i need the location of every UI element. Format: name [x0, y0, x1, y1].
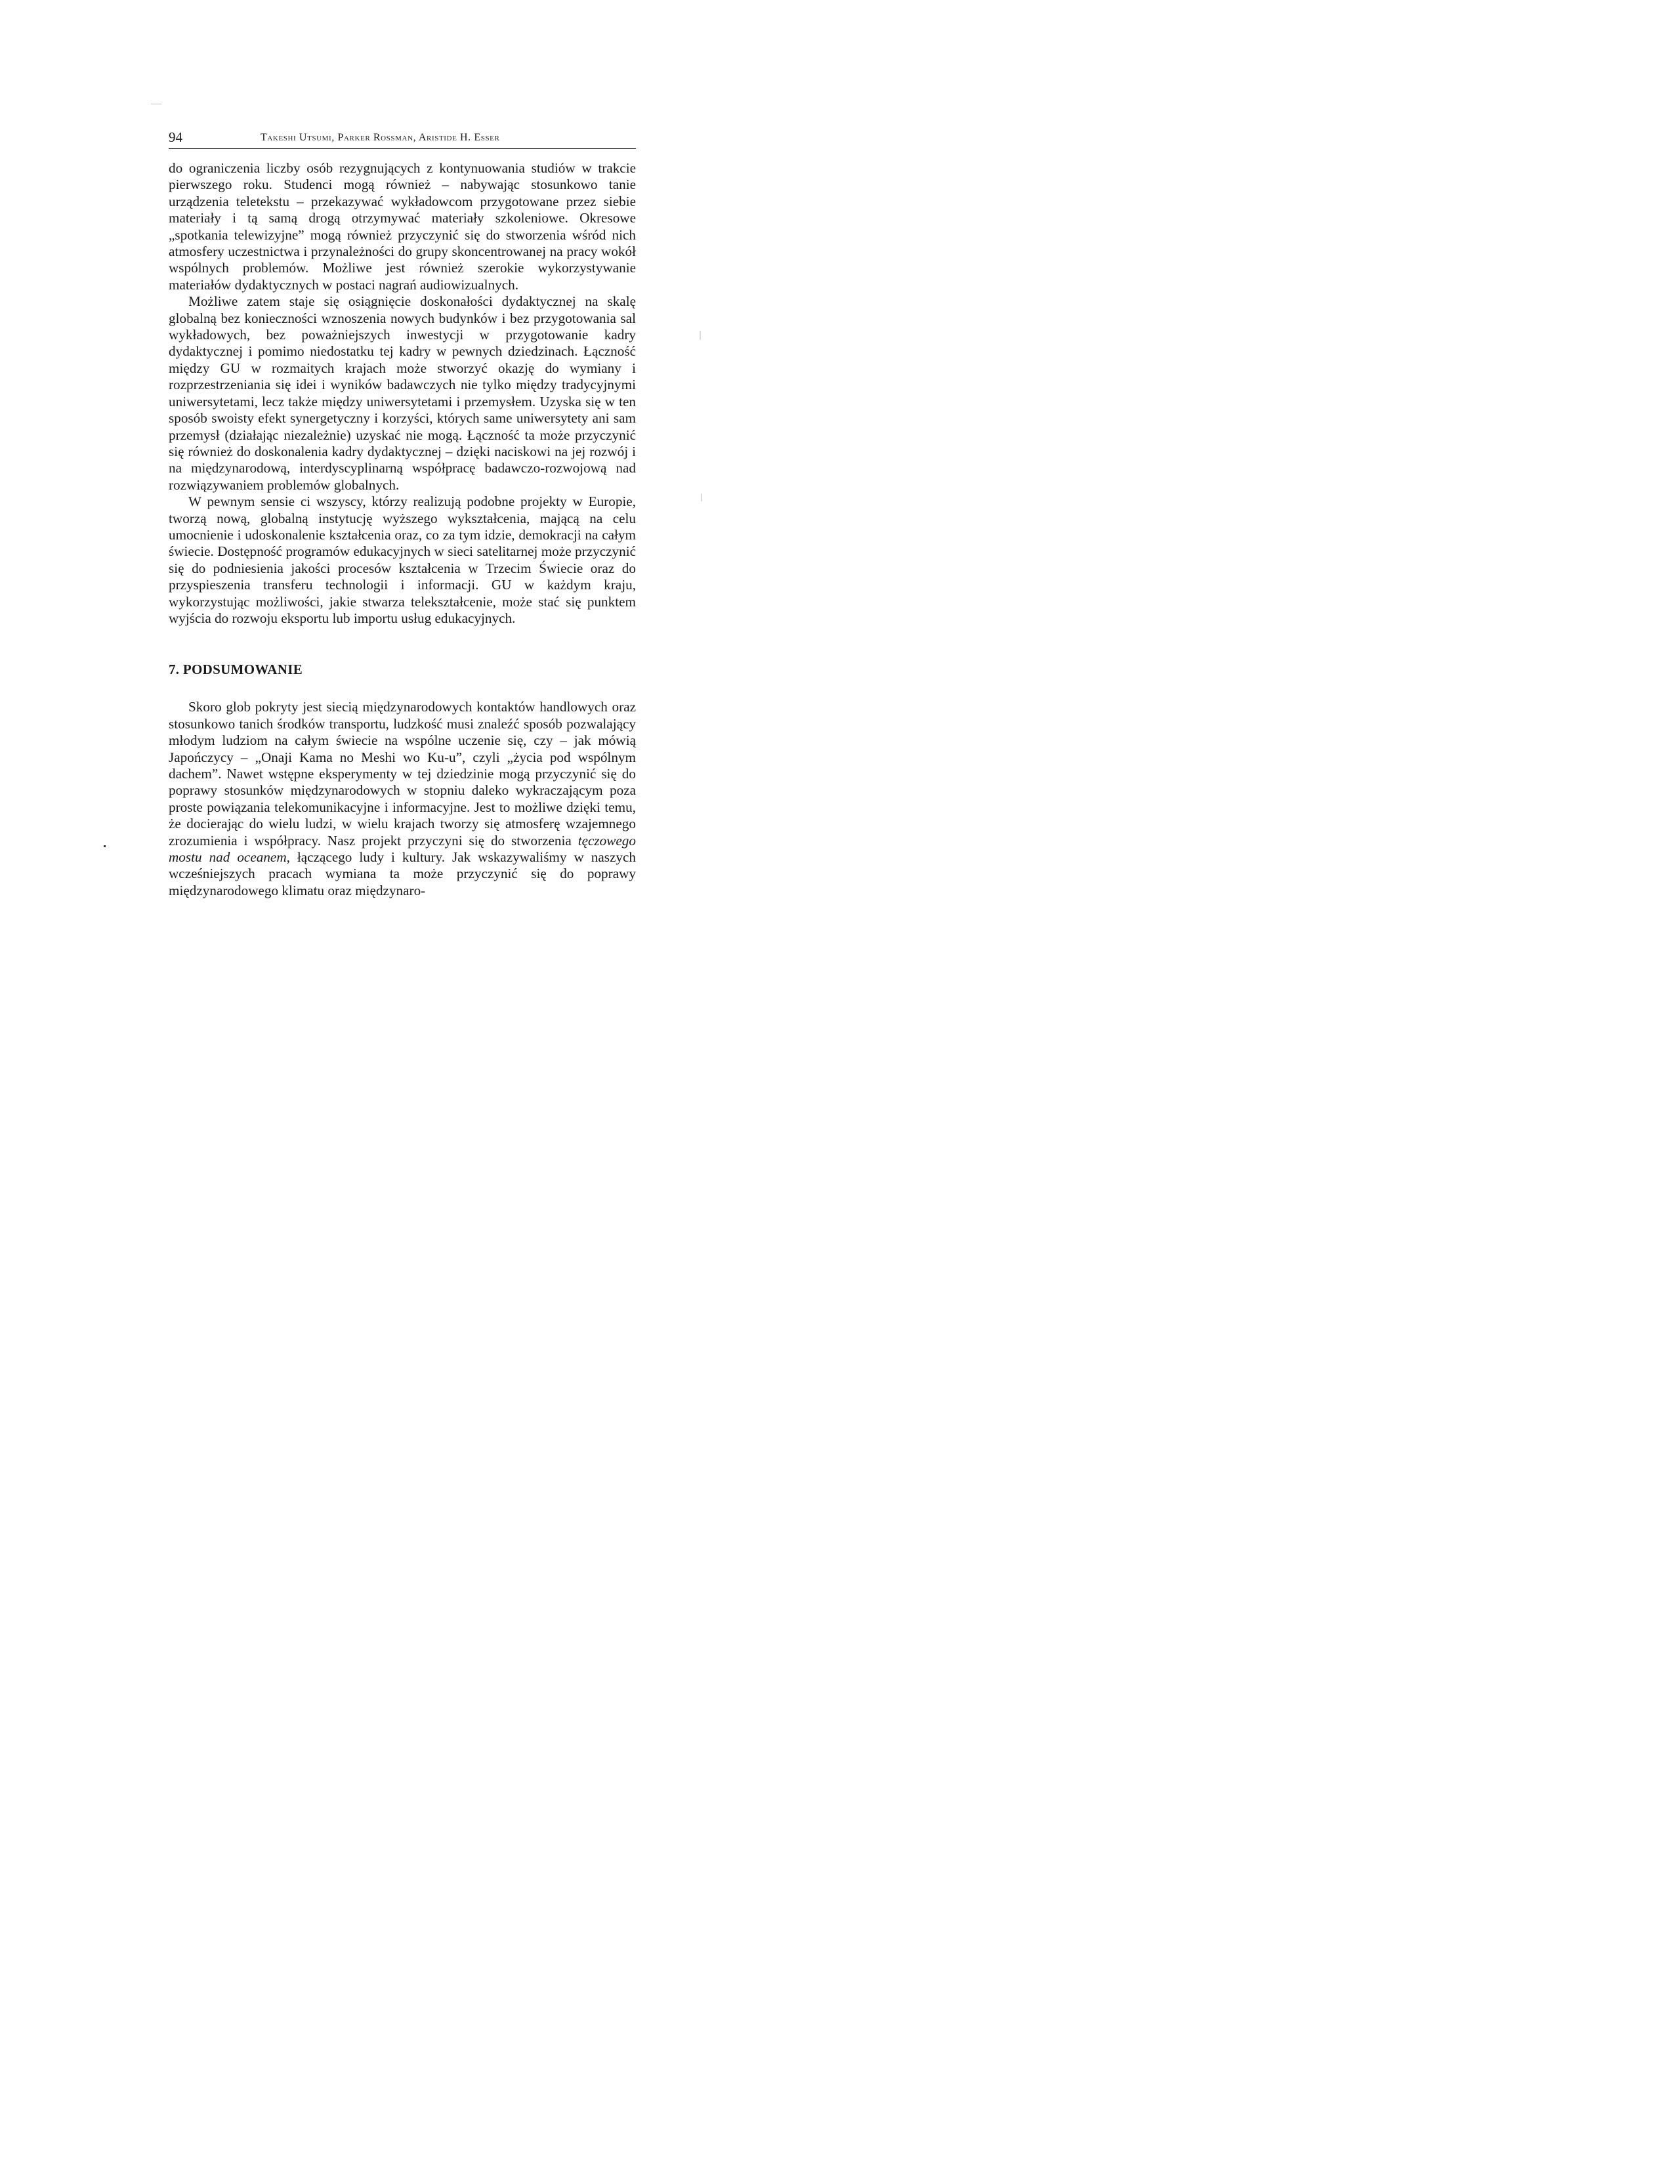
paragraph: do ograniczenia liczby osób rezygnujących z kontynuowania studiów w trakcie pierwszego roku. Studenci mogą również – nabywając stosunkowo tanie urządzenia teletekstu – przekazywać wykładowcom przygotowane przez siebie materiały i tą samą drogą otrzymywać materiały szkoleniowe. Okresowe „spotkania telewizyjne” mogą również przyczynić się do stworzenia wśród nich atmosfery uczestnictwa i przynależności do grupy skoncentrowanej na pracy wokół wspólnych problemów. Możliwe jest również szerokie wykorzystywanie materiałów dydaktycznych w postaci nagrań audiowizualnych.	[169, 160, 636, 293]
running-head	[169, 129, 636, 149]
paragraph-text: , łączącego ludy i kultury. Jak wskazywaliśmy w naszych wcześniejszych pracach wymiana ta może przyczynić się do poprawy międzynarodowego klimatu oraz międzynaro-	[169, 849, 636, 898]
paragraph: Możliwe zatem staje się osiągnięcie doskonałości dydaktycznej na skalę globalną bez konieczności wznoszenia nowych budynków i bez przygotowania sal wykładowych, bez poważniejszych inwestycji w przygotowanie kadry dydaktycznej i pomimo niedostatku tej kadry w pewnych dziedzinach. Łączność między GU w rozmaitych krajach może stworzyć okazję do wymiany i rozprzestrzeniania się idei i wyników badawczych nie tylko między tradycyjnymi uniwersytetami, lecz także między uniwersytetami i przemysłem. Uzyska się w ten sposób swoisty efekt synergetyczny i korzyści, których same uniwersytety ani sam przemysł (działając niezależnie) uzyskać nie mogą. Łączność ta może przyczynić się również do doskonalenia kadry dydaktycznej – dzięki naciskowi na jej rozwój i na międzynarodową, interdyscyplinarną współpracę badawczo-rozwojową nad rozwiązywaniem problemów globalnych.	[169, 293, 636, 493]
page-number: 94	[169, 129, 182, 145]
section-heading: 7. PODSUMOWANIE	[169, 662, 303, 678]
paragraph: W pewnym sensie ci wszyscy, którzy realizują podobne projekty w Europie, tworzą nową, globalną instytucję wyższego wykształcenia, mającą na celu umocnienie i udoskonalenie kształcenia oraz, co za tym idzie, demokracji na całym świecie. Dostępność programów edukacyjnych w sieci satelitarnej może przyczynić się do podniesienia jakości procesów kształcenia w Trzecim Świecie oraz do przyspieszenia transferu technologii i informacji. GU w każdym kraju, wykorzystując możliwości, jakie stwarza telekształcenie, może stać się punktem wyjścia do rozwoju eksportu lub importu usług edukacyjnych.	[169, 494, 636, 626]
paragraph-text: Skoro glob pokryty jest siecią międzynarodowych kontaktów handlowych oraz stosunkowo tanich środków transportu, ludzkość musi znaleźć sposób pozwalający młodym ludziom na całym świecie na wspólne uczenie się, czy – jak mówią Japończycy – „Onaji Kama no Meshi wo Ku-u”, czyli „życia pod wspólnym dachem”. Nawet wstępne eksperymenty w tej dziedzinie mogą przyczynić się do poprawy stosunków międzynarodowych w stopniu daleko wykraczającym poza proste powiązania telekomunikacyjne i informacyjne. Jest to możliwe dzięki temu, że docierając do wielu ludzi, w wielu krajach tworzy się atmosferę wzajemnego zrozumienia i współpracy. Nasz projekt przyczyni się do stworzenia	[169, 699, 636, 849]
running-head-authors: Takeshi Utsumi, Parker Rossman, Aristide H. Esser	[261, 132, 500, 143]
scan-mark	[700, 331, 701, 340]
book-page	[0, 0, 808, 1050]
italic-phrase: tęczowego mostu nad oceanem	[169, 832, 636, 866]
scan-mark	[701, 494, 702, 501]
body-text	[169, 160, 636, 899]
scan-mark	[104, 845, 106, 847]
paragraph	[169, 699, 636, 899]
